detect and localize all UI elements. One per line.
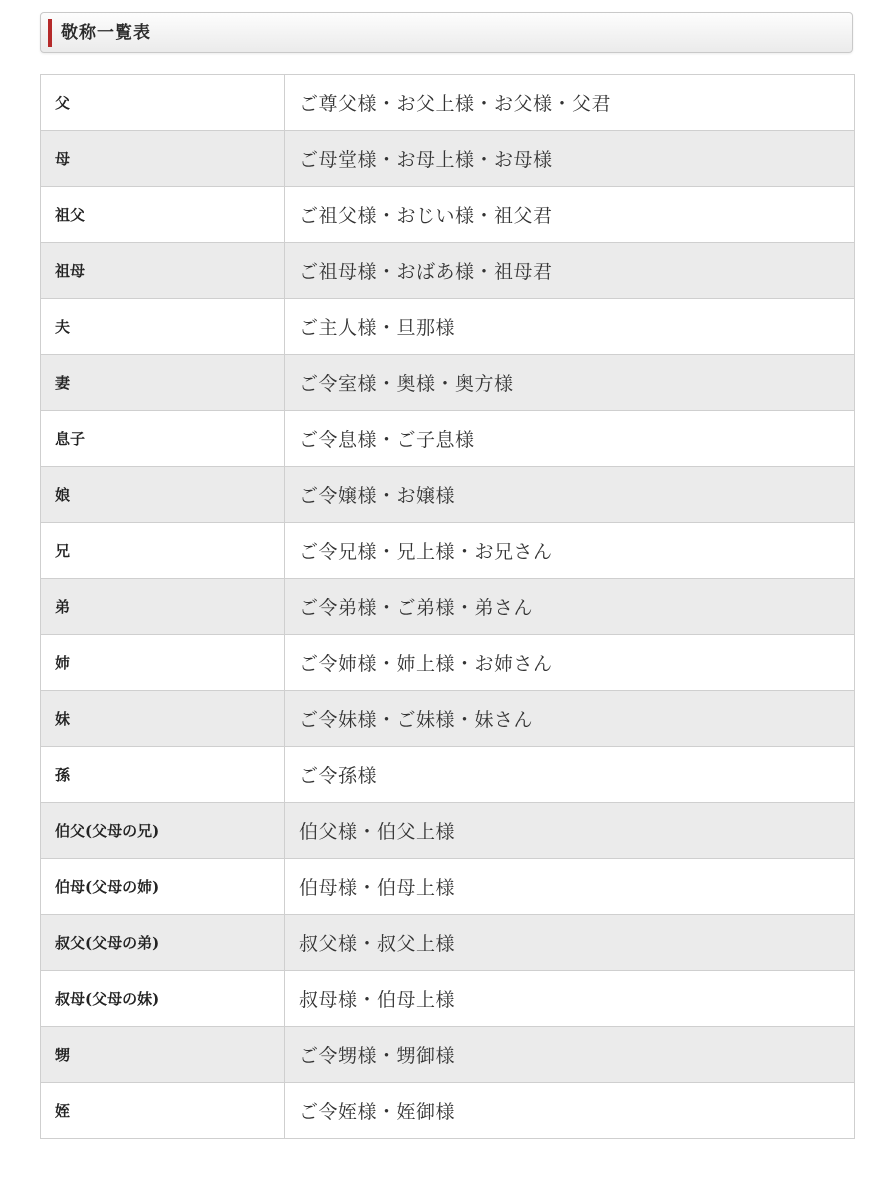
honorifics-cell: ご令甥様・甥御様 — [285, 1027, 855, 1083]
relation-cell: 兄 — [41, 523, 285, 579]
honorifics-cell: ご令姉様・姉上様・お姉さん — [285, 635, 855, 691]
relation-cell: 息子 — [41, 411, 285, 467]
table-row — [41, 971, 855, 1027]
table-row — [41, 579, 855, 635]
table-row — [41, 411, 855, 467]
table-row — [41, 803, 855, 859]
table-row — [41, 747, 855, 803]
table-row — [41, 915, 855, 971]
honorifics-cell: 叔父様・叔父上様 — [285, 915, 855, 971]
page-title: 敬称一覧表 — [61, 23, 151, 43]
honorifics-cell: ご祖父様・おじい様・祖父君 — [285, 187, 855, 243]
relation-cell: 伯父(父母の兄) — [41, 803, 285, 859]
relation-cell: 孫 — [41, 747, 285, 803]
table-row — [41, 523, 855, 579]
table-row — [41, 691, 855, 747]
heading-accent-bar — [48, 19, 52, 47]
table-row — [41, 635, 855, 691]
table-row — [41, 1027, 855, 1083]
honorifics-cell: ご主人様・旦那様 — [285, 299, 855, 355]
relation-cell: 弟 — [41, 579, 285, 635]
relation-cell: 母 — [41, 131, 285, 187]
table-row — [41, 355, 855, 411]
relation-cell: 伯母(父母の姉) — [41, 859, 285, 915]
honorifics-cell: ご令弟様・ご弟様・弟さん — [285, 579, 855, 635]
relation-cell: 妹 — [41, 691, 285, 747]
table-row — [41, 243, 855, 299]
honorifics-cell: 叔母様・伯母上様 — [285, 971, 855, 1027]
honorifics-cell: ご母堂様・お母上様・お母様 — [285, 131, 855, 187]
relation-cell: 姉 — [41, 635, 285, 691]
relation-cell: 妻 — [41, 355, 285, 411]
relation-cell: 叔父(父母の弟) — [41, 915, 285, 971]
honorifics-cell: ご尊父様・お父上様・お父様・父君 — [285, 75, 855, 131]
table-row — [41, 1083, 855, 1139]
honorific-table — [40, 74, 855, 1139]
honorifics-cell: ご令孫様 — [285, 747, 855, 803]
table-row — [41, 859, 855, 915]
table-row — [41, 75, 855, 131]
relation-cell: 甥 — [41, 1027, 285, 1083]
table-row — [41, 187, 855, 243]
relation-cell: 夫 — [41, 299, 285, 355]
table-row — [41, 299, 855, 355]
honorifics-cell: 伯父様・伯父上様 — [285, 803, 855, 859]
honorifics-cell: ご令嬢様・お嬢様 — [285, 467, 855, 523]
honorifics-cell: ご令室様・奥様・奥方様 — [285, 355, 855, 411]
relation-cell: 祖父 — [41, 187, 285, 243]
relation-cell: 姪 — [41, 1083, 285, 1139]
relation-cell: 父 — [41, 75, 285, 131]
relation-cell: 叔母(父母の妹) — [41, 971, 285, 1027]
honorifics-cell: ご令息様・ご子息様 — [285, 411, 855, 467]
honorifics-cell: ご令兄様・兄上様・お兄さん — [285, 523, 855, 579]
section-heading — [40, 12, 853, 53]
table-row — [41, 131, 855, 187]
honorifics-cell: ご祖母様・おばあ様・祖母君 — [285, 243, 855, 299]
honorifics-cell: ご令姪様・姪御様 — [285, 1083, 855, 1139]
relation-cell: 娘 — [41, 467, 285, 523]
honorifics-cell: 伯母様・伯母上様 — [285, 859, 855, 915]
honorifics-cell: ご令妹様・ご妹様・妹さん — [285, 691, 855, 747]
table-row — [41, 467, 855, 523]
relation-cell: 祖母 — [41, 243, 285, 299]
